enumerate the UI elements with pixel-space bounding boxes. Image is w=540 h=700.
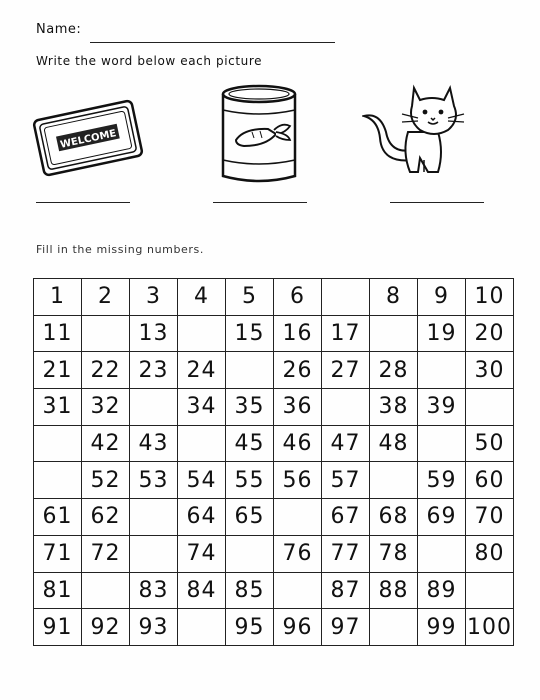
number-cell: 17 <box>322 315 370 352</box>
number-cell: 32 <box>82 389 130 426</box>
number-cell: 91 <box>34 609 82 646</box>
number-cell: 28 <box>370 352 418 389</box>
number-cell: 46 <box>274 425 322 462</box>
number-cell: 13 <box>130 315 178 352</box>
number-cell: 97 <box>322 609 370 646</box>
number-cell: 69 <box>418 499 466 536</box>
blank-number-cell[interactable] <box>130 535 178 572</box>
blank-number-cell[interactable] <box>274 499 322 536</box>
blank-number-cell[interactable] <box>34 462 82 499</box>
number-cell: 52 <box>82 462 130 499</box>
blank-number-cell[interactable] <box>418 352 466 389</box>
mat-text: WELCOME <box>59 128 118 151</box>
blank-number-cell[interactable] <box>82 315 130 352</box>
blank-number-cell[interactable] <box>322 279 370 316</box>
blank-number-cell[interactable] <box>130 389 178 426</box>
blank-number-cell[interactable] <box>418 425 466 462</box>
number-cell: 64 <box>178 499 226 536</box>
number-cell: 80 <box>466 535 514 572</box>
number-cell: 85 <box>226 572 274 609</box>
number-cell: 55 <box>226 462 274 499</box>
instruction-fill-numbers: Fill in the missing numbers. <box>36 243 204 256</box>
number-cell: 70 <box>466 499 514 536</box>
blank-number-cell[interactable] <box>82 572 130 609</box>
number-cell: 62 <box>82 499 130 536</box>
number-cell: 65 <box>226 499 274 536</box>
number-cell: 74 <box>178 535 226 572</box>
blank-number-cell[interactable] <box>274 572 322 609</box>
number-cell: 71 <box>34 535 82 572</box>
blank-number-cell[interactable] <box>226 535 274 572</box>
number-cell: 96 <box>274 609 322 646</box>
grid-row <box>34 425 514 462</box>
number-cell: 60 <box>466 462 514 499</box>
number-cell: 35 <box>226 389 274 426</box>
number-cell: 27 <box>322 352 370 389</box>
number-cell: 81 <box>34 572 82 609</box>
cat-icon <box>362 78 472 184</box>
blank-number-cell[interactable] <box>178 425 226 462</box>
number-cell: 38 <box>370 389 418 426</box>
blank-number-cell[interactable] <box>322 389 370 426</box>
number-cell: 8 <box>370 279 418 316</box>
number-cell: 36 <box>274 389 322 426</box>
number-cell: 47 <box>322 425 370 462</box>
number-cell: 21 <box>34 352 82 389</box>
grid-row <box>34 572 514 609</box>
number-cell: 10 <box>466 279 514 316</box>
grid-row <box>34 609 514 646</box>
number-cell: 2 <box>82 279 130 316</box>
answer-line-2[interactable] <box>213 202 307 203</box>
number-cell: 3 <box>130 279 178 316</box>
number-cell: 11 <box>34 315 82 352</box>
number-cell: 48 <box>370 425 418 462</box>
blank-number-cell[interactable] <box>370 609 418 646</box>
number-cell: 57 <box>322 462 370 499</box>
blank-number-cell[interactable] <box>178 315 226 352</box>
blank-number-cell[interactable] <box>34 425 82 462</box>
answer-line-3[interactable] <box>390 202 484 203</box>
blank-number-cell[interactable] <box>466 572 514 609</box>
number-cell: 5 <box>226 279 274 316</box>
blank-number-cell[interactable] <box>178 609 226 646</box>
blank-number-cell[interactable] <box>370 462 418 499</box>
number-cell: 99 <box>418 609 466 646</box>
welcome-mat-icon <box>30 92 146 184</box>
instruction-write-word: Write the word below each picture <box>36 54 263 68</box>
number-cell: 88 <box>370 572 418 609</box>
number-cell: 4 <box>178 279 226 316</box>
grid-row <box>34 462 514 499</box>
number-cell: 95 <box>226 609 274 646</box>
number-cell: 31 <box>34 389 82 426</box>
grid-row <box>34 499 514 536</box>
answer-line-1[interactable] <box>36 202 130 203</box>
number-cell: 84 <box>178 572 226 609</box>
number-cell: 19 <box>418 315 466 352</box>
can-icon <box>216 82 302 188</box>
number-cell: 72 <box>82 535 130 572</box>
number-cell: 30 <box>466 352 514 389</box>
number-cell: 20 <box>466 315 514 352</box>
number-cell: 78 <box>370 535 418 572</box>
blank-number-cell[interactable] <box>370 315 418 352</box>
number-cell: 43 <box>130 425 178 462</box>
number-cell: 56 <box>274 462 322 499</box>
blank-number-cell[interactable] <box>226 352 274 389</box>
grid-row <box>34 352 514 389</box>
number-cell: 42 <box>82 425 130 462</box>
grid-row <box>34 279 514 316</box>
grid-row <box>34 389 514 426</box>
number-cell: 1 <box>34 279 82 316</box>
number-cell: 93 <box>130 609 178 646</box>
blank-number-cell[interactable] <box>418 535 466 572</box>
number-cell: 24 <box>178 352 226 389</box>
name-field-line[interactable] <box>90 42 335 43</box>
number-cell: 92 <box>82 609 130 646</box>
number-cell: 76 <box>274 535 322 572</box>
number-cell: 68 <box>370 499 418 536</box>
number-cell: 54 <box>178 462 226 499</box>
number-cell: 100 <box>466 609 514 646</box>
number-cell: 67 <box>322 499 370 536</box>
number-cell: 89 <box>418 572 466 609</box>
number-cell: 59 <box>418 462 466 499</box>
number-cell: 45 <box>226 425 274 462</box>
grid-row <box>34 315 514 352</box>
blank-number-cell[interactable] <box>130 499 178 536</box>
number-cell: 50 <box>466 425 514 462</box>
number-cell: 87 <box>322 572 370 609</box>
grid-row <box>34 535 514 572</box>
number-cell: 83 <box>130 572 178 609</box>
number-cell: 77 <box>322 535 370 572</box>
number-cell: 15 <box>226 315 274 352</box>
number-cell: 34 <box>178 389 226 426</box>
number-cell: 6 <box>274 279 322 316</box>
number-cell: 9 <box>418 279 466 316</box>
number-cell: 22 <box>82 352 130 389</box>
number-cell: 61 <box>34 499 82 536</box>
number-cell: 53 <box>130 462 178 499</box>
name-label: Name: <box>36 22 82 37</box>
hundreds-chart <box>33 278 514 646</box>
number-cell: 23 <box>130 352 178 389</box>
blank-number-cell[interactable] <box>466 389 514 426</box>
number-cell: 26 <box>274 352 322 389</box>
number-cell: 39 <box>418 389 466 426</box>
number-cell: 16 <box>274 315 322 352</box>
